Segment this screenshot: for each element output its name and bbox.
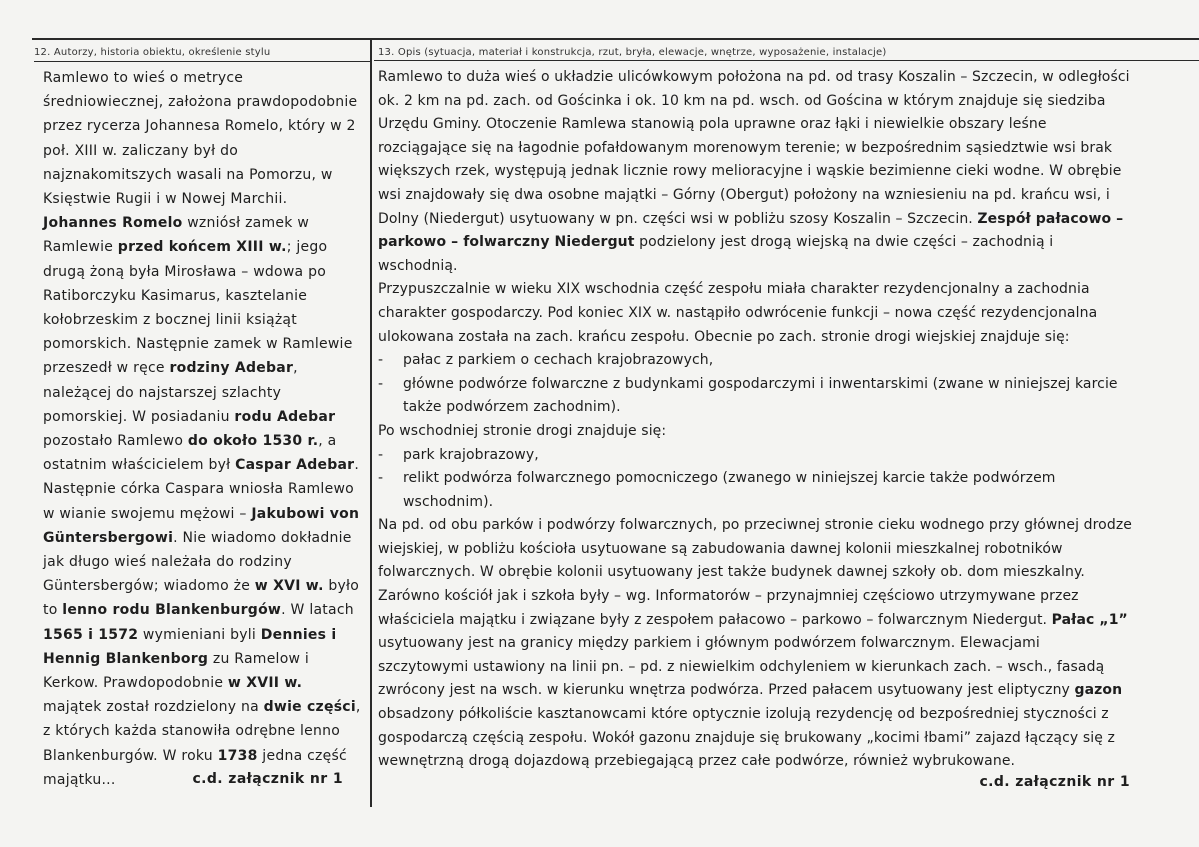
bold-name: lenno rodu Blankenburgów xyxy=(62,602,282,619)
bold-term: gazon xyxy=(1074,682,1123,699)
history-text: pozostało Ramlewo xyxy=(43,433,188,450)
continued-note-left: c.d. załącznik nr 1 xyxy=(192,771,343,787)
list-text: park krajobrazowy, xyxy=(403,446,539,463)
bold-term: Pałac „1” xyxy=(1051,611,1128,628)
description-paragraph-1 xyxy=(378,66,1133,278)
list-dash: - xyxy=(378,446,384,463)
bold-name: Johannes Romelo xyxy=(43,215,183,232)
list-dash: - xyxy=(378,352,384,369)
list-text: relikt podwórza folwarcznego pomocniczego (zwanego w niniejszej karcie także podwórzem wschodnim). xyxy=(403,470,1056,510)
bold-name: Caspar Adebar xyxy=(235,457,355,474)
history-text: zu Ramelow i Kerkow. Prawdopodobnie xyxy=(43,650,310,692)
description-paragraph-3: Po wschodniej stronie drogi znajduje się: xyxy=(378,422,667,439)
list-text: pałac z parkiem o cechach krajobrazowych, xyxy=(403,352,714,369)
description-text: usytuowany jest na granicy między parkiem i głównym podwórzem folwarcznym. Elewacjami szczytowymi ustawiony na linii pn. – pd. z niewielkim odchyleniem w kierunkach zach. – wsch., fasadą zwrócony jest na wsch. w kierunku wnętrza podwórza. Przed pałacem usytuowany jest eliptyczny xyxy=(378,635,1105,699)
bold-date: przed końcem XIII w. xyxy=(117,239,287,256)
section-12-header: 12. Autorzy, historia obiektu, określenie stylu xyxy=(34,44,370,62)
history-text: wzniósł zamek w Ramlewie xyxy=(43,215,310,256)
description-text: podzielony jest drogą wiejską na dwie części – zachodnią i wschodnią. xyxy=(378,234,1054,274)
description-paragraph-5 xyxy=(378,585,1133,774)
history-text: było to xyxy=(43,578,360,619)
history-text: ; jego drugą żoną była Mirosława – wdowa po Ratiborczyku Kasimarus, kasztelanie kołobrzeskim z bocznej linii książąt pomorskich. Następnie zamek w Ramlewie przeszedł w ręce xyxy=(43,239,353,377)
history-text: . W latach xyxy=(281,602,354,619)
bold-name: Jakubowi von Güntersbergowi xyxy=(43,505,360,546)
continued-note-right: c.d. załącznik nr 1 xyxy=(979,774,1130,790)
description-column xyxy=(378,66,1133,774)
column-divider xyxy=(370,39,372,807)
bold-date: w XVII w. xyxy=(227,675,303,692)
top-rule xyxy=(32,38,1199,40)
bold-date: 1565 i 1572 xyxy=(43,626,139,643)
list-item xyxy=(378,373,1133,420)
list-item xyxy=(378,349,1133,373)
history-text: Ramlewo to wieś o metryce średniowiecznej, założona prawdopodobnie przez rycerza Johannesa Romelo, który w 2 poł. XIII w. zaliczany był do najznakomitszych wasali na Pomorzu, w Księstwie Rugii i w Nowej Marchii. xyxy=(43,70,358,208)
description-text: Zarówno kościół jak i szkoła były – wg. Informatorów – przynajmniej częściowo utrzymywane przez właściciela majątku i związane były z zespołem pałacowo – parkowo – folwarcznym Niedergut. xyxy=(378,588,1079,628)
bold-name: rodu Adebar xyxy=(234,408,336,425)
list-dash: - xyxy=(378,375,384,392)
bold-term: Zespół pałacowo – parkowo – folwarczny Niedergut xyxy=(378,210,1124,251)
history-text: , należącej do najstarszej szlachty pomorskiej. W posiadaniu xyxy=(43,360,298,425)
history-text: . Następnie córka Caspara wniosła Ramlewo w wianie swojemu mężowi – xyxy=(43,457,360,522)
list-item xyxy=(378,444,1133,468)
history-text: . Nie wiadomo dokładnie jak długo wieś należała do rodziny Güntersbergów; wiadomo że xyxy=(43,529,352,595)
section-13-header: 13. Opis (sytuacja, materiał i konstrukcja, rzut, bryła, elewacje, wnętrze, wyposażenie, instalacje) xyxy=(374,44,1199,61)
history-text: jedna część majątku... xyxy=(43,747,348,788)
description-paragraph-2: Przypuszczalnie w wieku XIX wschodnia część zespołu miała charakter rezydencjonalny a zachodnia charakter gospodarczy. Pod koniec XIX w. nastąpiło odwrócenie funkcji – nowa część rezydencjonalna ulokowana została na zach. krańcu zespołu. Obecnie po zach. stronie drogi wiejskiej znajduje się: xyxy=(378,281,1098,345)
history-paragraph-2 xyxy=(43,211,365,792)
bold-date: w XVI w. xyxy=(254,578,324,595)
bold-date: do około 1530 r. xyxy=(187,433,319,450)
bold-term: dwie części xyxy=(263,699,356,716)
list-text: główne podwórze folwarczne z budynkami gospodarczymi i inwentarskimi (zwane w niniejszej karcie także podwórzem zachodnim). xyxy=(403,375,1118,416)
list-dash: - xyxy=(378,470,384,487)
history-text: wymieniani byli xyxy=(138,626,261,643)
history-text: majątek został rozdzielony na xyxy=(43,699,264,716)
history-paragraph-1 xyxy=(43,66,365,211)
history-text: , a ostatnim właścicielem był xyxy=(43,433,337,474)
history-text: , z których każda stanowiła odrębne lenno Blankenburgów. W roku xyxy=(43,699,361,764)
description-paragraph-4: Na pd. od obu parków i podwórzy folwarcznych, po przeciwnej stronie cieku wodnego przy głównej drodze wiejskiej, w pobliżu kościoła usytuowane są zabudowania dawnej kolonii mieszkalnej robotników folwarcznych. W obrębie kolonii usytuowany jest także budynek dawnej szkoły ob. dom mieszkalny. xyxy=(378,517,1132,581)
bold-name: rodziny Adebar xyxy=(169,360,294,377)
description-text: obsadzony półkoliście kasztanowcami które optycznie izolują rezydencję od bezpośredniej styczności z gospodarczą częścią zespołu. Wokół gazonu znajduje się brukowany „kocimi łbami” zajazd łączący się z wewnętrzną drogą dojazdową przebiegającą przez całe podwórze, również wybrukowane. xyxy=(378,706,1115,770)
list-item xyxy=(378,467,1133,514)
description-text: Ramlewo to duża wieś o układzie ulicówkowym położona na pd. od trasy Koszalin – Szczecin, w odległości ok. 2 km na pd. zach. od Gościnka i ok. 10 km na pd. wsch. od Gościna w którym znajduje się siedziba Urzędu Gminy. Otoczenie Ramlewa stanowią pola uprawne oraz łąki i niewielkie obszary leśne rozciągające się na łagodnie pofałdowanym morenowym terenie; w bezpośrednim sąsiedztwie wsi brak większych rzek, występują jednak licznie rowy melioracyjne i wąskie bezimienne cieki wodne. W obrębie wsi znajdowały się dwa osobne majątki – Górny (Obergut) położony na wzniesieniu na pd. krańcu wsi, i Dolny (Niedergut) usytuowany w pn. części wsi w pobliżu szosy Koszalin – Szczecin. xyxy=(378,69,1130,227)
bold-date: 1738 xyxy=(217,747,258,764)
history-column xyxy=(43,66,365,792)
bold-name: Dennies i Hennig Blankenborg xyxy=(43,626,337,667)
